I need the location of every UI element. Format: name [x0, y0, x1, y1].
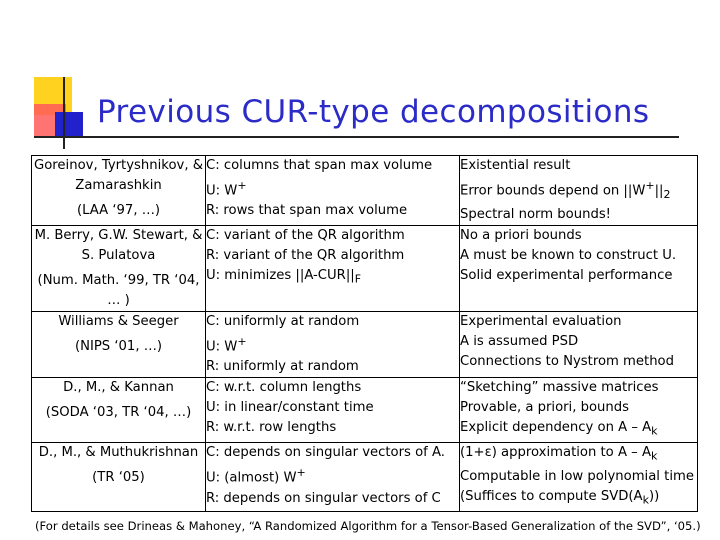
- decor-vertical-line: [63, 77, 65, 149]
- authors-cell: [32, 156, 206, 226]
- reference-text: (LAA ‘97, …): [76, 203, 161, 218]
- results-cell: [460, 378, 698, 443]
- cur-line: U: minimizes $||A-CUR||_F$: [206, 268, 362, 286]
- cur-line: R: w.r.t. row lengths: [206, 420, 337, 436]
- result-line: (Suffices to compute $SVD(A_k)$): [460, 489, 660, 507]
- cur-line: U: W+: [206, 179, 247, 199]
- authors-text: D., M., & Muthukrishnan: [38, 445, 199, 461]
- authors-text: M. Berry, G.W. Stewart, & S. Pulatova: [34, 228, 203, 264]
- cur-comparison-table: [31, 155, 698, 512]
- cur-line: R: rows that span max volume: [206, 203, 408, 219]
- cur-line: C: uniformly at random: [206, 314, 360, 330]
- cur-line: C: columns that span max volume: [206, 158, 433, 173]
- cur-line: U: W+: [206, 335, 247, 355]
- table-row: [32, 378, 698, 443]
- cur-line: C: w.r.t. column lengths: [206, 380, 362, 396]
- result-line: A must be known to construct U.: [460, 248, 677, 264]
- authors-cell: [32, 378, 206, 443]
- cur-line: R: variant of the QR algorithm: [206, 248, 405, 264]
- result-line: Provable, a priori, bounds: [460, 400, 630, 416]
- authors-cell: [32, 443, 206, 511]
- result-line: Explicit dependency on A – $A_k$: [460, 420, 658, 439]
- decor-blue-square: [55, 112, 83, 136]
- authors-cell: [32, 312, 206, 378]
- result-line: “Sketching” massive matrices: [460, 380, 659, 396]
- cur-line: R: uniformly at random: [206, 359, 359, 375]
- results-cell: [460, 226, 698, 312]
- slide-title: Previous CUR-type decompositions: [97, 94, 650, 130]
- cur-line: R: depends on singular vectors of C: [206, 490, 441, 506]
- cur-method-cell: [206, 312, 460, 378]
- table-row: [32, 226, 698, 312]
- result-line: Error bounds depend on $||W^+||_2$: [460, 179, 671, 202]
- result-line: (1+ε) approximation to A – $A_k$: [460, 445, 658, 464]
- reference-text: (SODA ‘03, TR ‘04, …): [45, 405, 192, 421]
- title-underline: [34, 136, 679, 138]
- result-line: No a priori bounds: [460, 228, 582, 244]
- authors-text: Williams & Seeger: [58, 314, 179, 330]
- results-cell: [460, 156, 698, 226]
- authors-cell: [32, 226, 206, 312]
- result-line: Existential result: [460, 158, 571, 173]
- cur-method-cell: [206, 226, 460, 312]
- result-line: A is assumed PSD: [460, 334, 579, 350]
- result-line: Experimental evaluation: [460, 314, 622, 330]
- table-row: [32, 312, 698, 378]
- reference-text: (NIPS ‘01, …): [74, 339, 163, 355]
- results-cell: [460, 443, 698, 511]
- authors-text: Goreinov, Tyrtyshnikov, & Zamarashkin: [34, 158, 203, 193]
- cur-line: U: (almost) W+: [206, 466, 306, 486]
- result-line: Spectral norm bounds!: [460, 207, 611, 223]
- table-row: [32, 443, 698, 511]
- cur-line: C: variant of the QR algorithm: [206, 228, 405, 244]
- cur-method-cell: [206, 156, 460, 226]
- reference-text: (Num. Math. ‘99, TR ‘04, … ): [37, 273, 200, 309]
- authors-text: D., M., & Kannan: [63, 380, 174, 396]
- cur-line: C: depends on singular vectors of A.: [206, 445, 445, 461]
- cur-method-cell: [206, 378, 460, 443]
- reference-text: (TR ‘05): [92, 470, 145, 486]
- footnote: (For details see Drineas & Mahoney, “A Randomized Algorithm for a Tensor-Based Generalization of the SVD”, ‘05.): [35, 519, 701, 533]
- result-line: Computable in low polynomial time: [460, 469, 694, 485]
- cur-method-cell: [206, 443, 460, 511]
- results-cell: [460, 312, 698, 378]
- cur-line: U: in linear/constant time: [206, 400, 374, 416]
- result-line: Connections to Nystrom method: [460, 354, 674, 370]
- table-row: [32, 156, 698, 226]
- result-line: Solid experimental performance: [460, 268, 673, 284]
